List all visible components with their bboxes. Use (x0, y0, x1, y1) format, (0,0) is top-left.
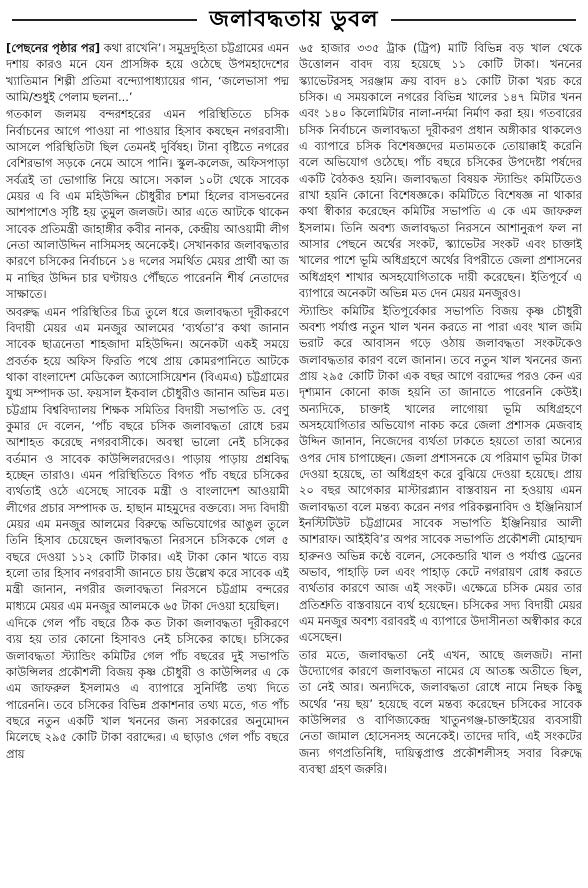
paragraph (6, 40, 289, 105)
article-body (6, 40, 582, 882)
left-column (6, 40, 289, 882)
paragraph: গতকাল জলময় বন্দরশহরের এমন পরিস্থিতিতে চসিক নির্বাচনের আগে পাওয়া না পাওয়ার হিসাব কষছেন নগরবাসী। আসলে পরিস্থিতিটা ছিল তেমনই দুর্বিষহ। টানা বৃষ্টিতে নগরের বেশিরভাগ সড়কে নেমে আসে পানি। স্কুল-কলেজ, অফিসপাড়া সর্বত্রই তা ভোগান্তি নিয়ে আসে। সকাল ১০টা থেকে সাবেক মেয়র এ বি এম মহিউদ্দিন চৌধুরীর চশমা হিলের বাসভবনের আশপাশেও সৃষ্টি হয় তুমুল জলজট। আর এতে আটকে থাকেন সাবেক প্রতিমন্ত্রী জাহাঙ্গীর কবীর নানক, কেন্দ্রীয় আওয়ামী লীগ নেতা আলাউদ্দিন নাসিমসহ অনেকেই। সেখানকার জলাবদ্ধতার কারণে চসিকের নির্বাচনে ১৪ দলের সমর্থিত মেয়র প্রার্থী আ জ ম নাছির উদ্দিন চার ঘণ্টায়ও পৌঁছতে পারেননি শীর্ষ নেতাদের সাক্ষাতে। (6, 107, 289, 302)
right-column (299, 40, 582, 882)
continuation-kicker: [পেছনের পৃষ্ঠার পর] (6, 41, 101, 55)
paragraph: স্ট্যান্ডিং কমিটির ইতিপূর্বেকার সভাপতি বিজয় কৃষ্ণ চৌধুরী অবশ্য পর্যাপ্ত নতুন খাল খনন করতে না পারা এবং খাল জমি ভরাট করে আবাসন গড়ে ওঠায় জলাবদ্ধতা সংকটকেও জলাবদ্ধতার কারণ বলে জানান। তবে নতুন খাল খননের জন্য প্রায় ২৯৫ কোটি টাকা এক বছর আগে বরাদ্দের পরও কেন এর দৃশ্যমান কোনো কাজ হয়নি তা জানাতে পারেননি কেউই। অন্যদিকে, চাক্তাই খালের লাগোয়া ভূমি অধিগ্রহণে অসহযোগিতার অভিযোগ নাকচ করে জেলা প্রশাসক মেজবাহ উদ্দিন জানান, নিজেদের ব্যর্থতা ঢাকতে হয়তো তারা অন্যের ওপর দোষ চাপাচ্ছেন। জেলা প্রশাসনকে যে পরিমাণ ভূমির টাকা দেওয়া হয়েছে, তা অধিগ্রহণ করে বুঝিয়ে দেওয়া হয়েছে। প্রায় ২০ বছর আগেকার মাস্টারপ্ল্যান বাস্তবায়ন না হওয়ায় এমন জলাবদ্ধতা বলে মন্তব্য করেন নগর পরিকল্পনাবিদ ও ইঞ্জিনিয়ার্স ইনস্টিটিউট চট্টগ্রামের সাবেক সভাপতি ইঞ্জিনিয়ার আলী আশরাফ। আইইবি’র অপর সাবেক সভাপতি প্রকৌশলী মোহাম্মদ হারুনও অভিন্ন কণ্ঠে বলেন, সেকেন্ডারি খাল ও পর্যাপ্ত ড্রেনের অভাব, পাহাড়ি ঢল এবং পাহাড় কেটে নগরায়ণ রোধ করতে ব্যর্থতার কারণে আজ এই সংকট। এক্ষেত্রে চসিক মেয়র তার প্রতিশ্রুতি বাস্তবায়নে ব্যর্থ হয়েছেন। চসিকের সদ্য বিদায়ী মেয়র এম মনজুর অবশ্য বরাবরই এ ব্যাপারে উদাসীনতা অস্বীকার করে এসেছেন। (299, 303, 582, 645)
paragraph: ৬৫ হাজার ৩৩৫ ট্রাক (ট্রিপ) মাটি বিভিন্ন বড় খাল থেকে উত্তোলন বাবদ ব্যয় হয়েছে ১১ কোটি টাকা। খননের স্ক্যাভেটরসহ সরঞ্জাম ক্রয় বাবদ ৪১ কোটি টাকা খরচ করে চসিক। এ সময়কালে নগরের বিভিন্ন খালের ১৪৭ মিটার খনন এবং ১৪০ কিলোমিটার নালা-নর্দমা নির্মাণ করা হয়। গতবারের চসিক নির্বাচনে জলাবদ্ধতা দূরীকরণ প্রধান অঙ্গীকার থাকলেও এ ব্যাপারে চসিক বিশেষজ্ঞদের মতামতকে তোয়াক্কাই করেনি বলে অভিযোগ ওঠেছে। পাঁচ বছরে চসিকের উপদেষ্টা পর্ষদের একটি বৈঠকও হয়নি। জলাবদ্ধতা বিষয়ক স্ট্যান্ডিং কমিটিতেও রাখা হয়নি কোনো বিশেষজ্ঞকে। কমিটিতে বিশেষজ্ঞ না থাকার কথা স্বীকার করেছেন কমিটির সভাপতি এ কে এম জাফরুল ইসলাম। তিনি অবশ্য জলাবদ্ধতা নিরসনে আশানুরূপ ফল না আসার পেছনে অর্থের সংকট, স্ক্যাভেটর সংকট এবং চাক্তাই খালের পাশে ভূমি অধিগ্রহণে অর্থের বিপরীতে জেলা প্রশাসনের অধিগ্রহণ শাখার অসহযোগিতাকে দায়ী করেছেন। ইতিপূর্বে এ ব্যাপারে অনেকটা অভিন্ন মত দেন মেয়র মনজুরও। (299, 41, 582, 301)
paragraph: অবরুদ্ধ এমন পরিস্থিতির চিত্র তুলে ধরে জলাবদ্ধতা দূরীকরণে বিদায়ী মেয়র এম মনজুর আলমের ‘ব্যর্থতা’র কথা জানান সাবেক ছাত্রনেতা শাহজাদা মহিউদ্দিন। অনেকটা একই সময়ে প্রবর্তক হয়ে অফিস ফিরতি পথে প্রায় কোমরপানিতে আটকে থাকা বাংলাদেশ মেডিকেল অ্যাসোসিয়েশন (বিএমএ) চট্টগ্রামের যুগ্ম সম্পাদক ডা. ফয়সাল ইকবাল চৌধুরীও জানান অভিন্ন মত। চট্টগ্রাম বিশ্ববিদ্যালয় শিক্ষক সমিতির বিদায়ী সভাপতি ড. বেণু কুমার দে বলেন, ‘পাঁচ বছরে চসিক জলাবদ্ধতা রোধে চরম আশাহত করেছে নগরবাসীকে। অবস্থা ভালো নেই চসিকের বর্তমান ও সাবেক কাউন্সিলরদেরও। পাড়ায় পাড়ায় প্রশ্নবিদ্ধ হচ্ছেন তারাও। এমন পরিস্থিতিতে বিগত পাঁচ বছরে চসিকের ব্যর্থতাই ওঠে এসেছে সাবেক মন্ত্রী ও বাংলাদেশ আওয়ামী লীগের প্রচার সম্পাদক ড. হাছান মাহমুদের বক্তব্যে। সদ্য বিদায়ী মেয়র এম মনজুর আলমের বিরুদ্ধে অভিযোগের আঙুল তুলে তিনি হিসাব চেয়েছেন জলাবদ্ধতা নিরসনে চসিককে গেল ৫ বছরে দেওয়া ১১২ কোটি টাকার। এই টাকা কোন খাতে ব্যয় হলো তার হিসাব নগরবাসী জানতে চায় উল্লেখ করে সাবেক এই মন্ত্রী জানান, নগরীর জলাবদ্ধতা নিরসনে চট্টগ্রাম বন্দরের মাধ্যমে মেয়র এম মনজুর আলমকে ৬৫ টাকা দেওয়া হয়েছিল। (6, 304, 289, 613)
paragraph: তার মতে, জলাবদ্ধতা নেই এখন, আছে জলজট। নানা উদ্যোগের কারণে জলাবদ্ধতা নামের যে আতঙ্ক অতীতে ছিল, তা নেই আর। অন্যদিকে, জলাবদ্ধতা রোধে নামে নিছক কিছু অর্থের ‘নয় ছয়’ হয়েছে বলে মন্তব্য করেছেন চসিকের সাবেক কাউন্সিলর ও বাণিজ্যকেন্দ্র খাতুনগঞ্জ-চাক্তাইয়ের ব্যবসায়ী নেতা জামাল হোসেনসহ অনেকেই। তাদের দাবি, এই সংকটের জন্য গণপ্রতিনিধি, দায়িত্বপ্রাপ্ত প্রকৌশলীসহ সবার বিরুদ্ধে ব্যবস্থা গ্রহণ জরুরি। (299, 647, 582, 777)
article-title: জলাবদ্ধতায় ডুবল (197, 2, 390, 39)
paragraph-text: কথা রাখেনি’। সমুদ্রদুহিতা চট্টগ্রামের এমন দশায় কারও মনে যেন প্রাসঙ্গিক হয়ে ওঠেছে উপমহাদেশের খ্যাতিমান শিল্পী প্রতিমা বন্দ্যোপাধ্যায়ের গান, ‘জলেভাসা পদ্ম আমি/শুধুই পেলাম ছলনা...’ (6, 41, 289, 105)
article-header (6, 0, 582, 40)
paragraph: এদিকে গেল পাঁচ বছরে ঠিক কত টাকা জলাবদ্ধতা দূরীকরণে ব্যয় হয় তার কোনো হিসাবও নেই চসিকের কাছে। চসিকের জলাবদ্ধতা স্ট্যান্ডিং কমিটির গেল পাঁচ বছরের দুই সভাপতি কাউন্সিলর প্রকৌশলী বিজয় কৃষ্ণ চৌধুরী ও কাউন্সিলর এ কে এম জাফরুল ইসলামও এ ব্যাপারে সুনির্দিষ্ট তথ্য দিতে পারেননি। তবে চসিকের বিভিন্ন প্রকাশনার তথ্য মতে, গত পাঁচ বছরে নতুন একটি খাল খননের জন্য সরকারের অনুমোদন মিলেছে ২৯৫ কোটি টাকা বরাদ্দের। এ ছাড়াও গেল পাঁচ বছরে প্রায় (6, 616, 289, 761)
